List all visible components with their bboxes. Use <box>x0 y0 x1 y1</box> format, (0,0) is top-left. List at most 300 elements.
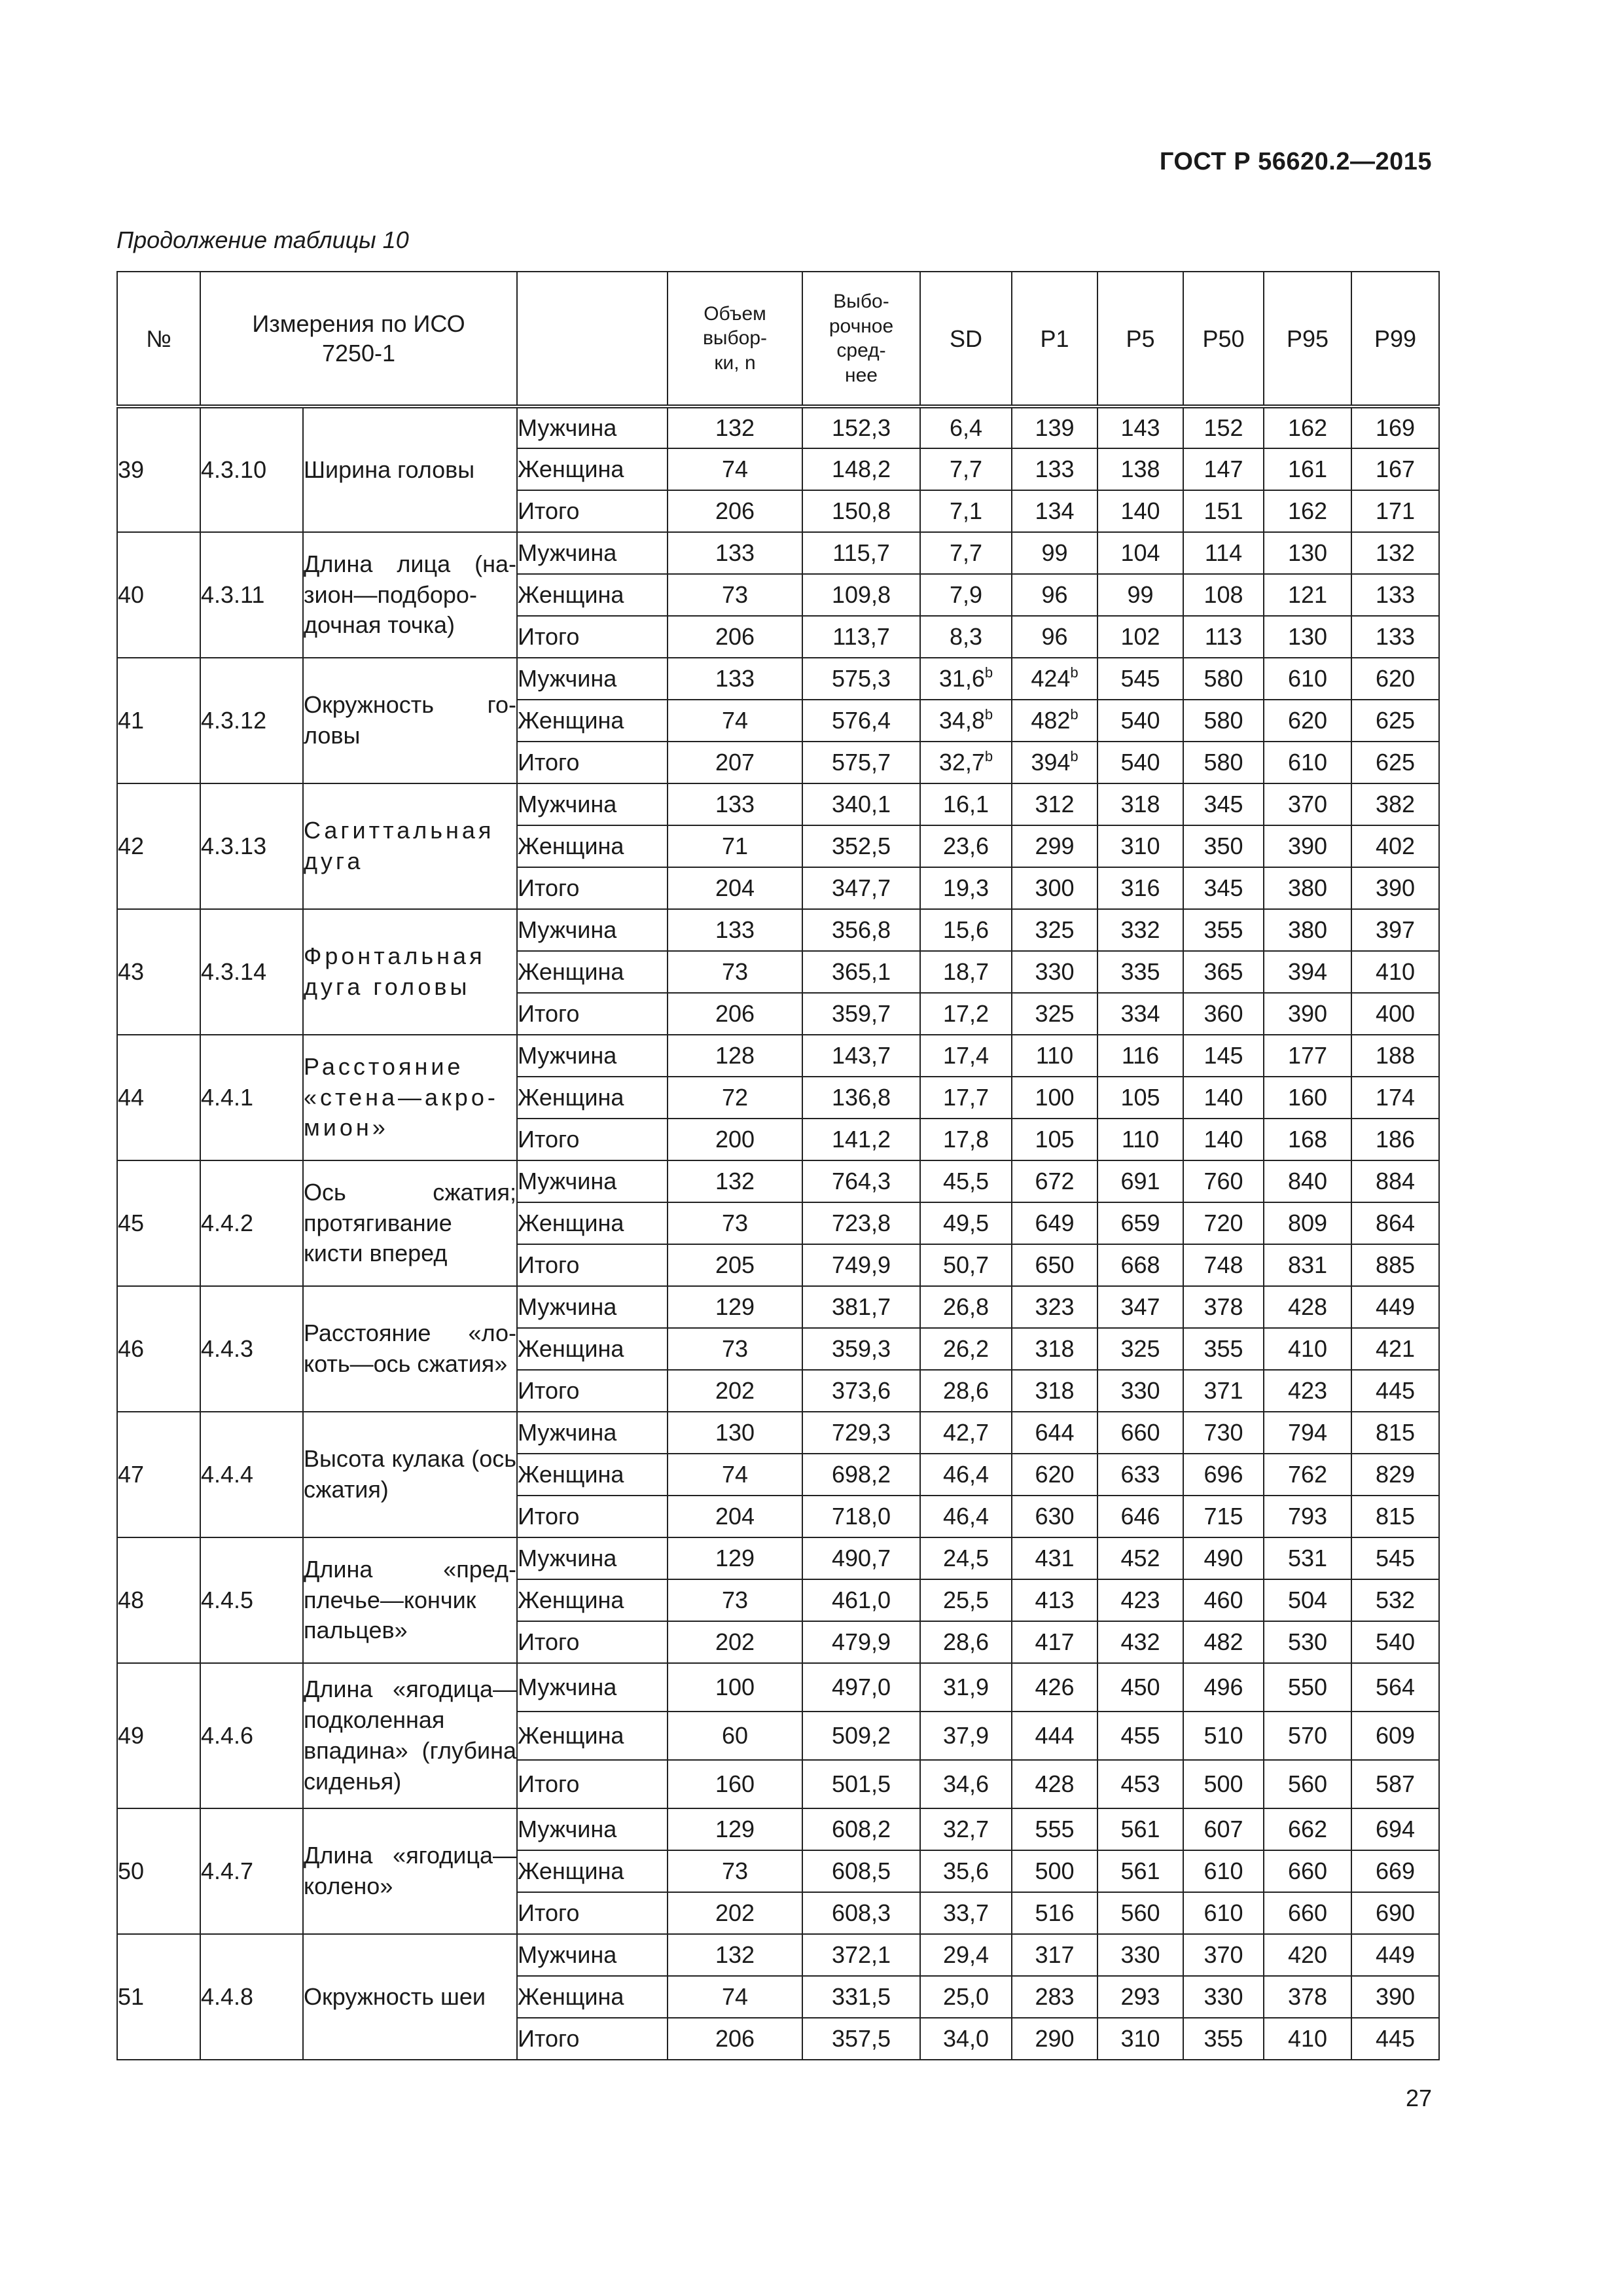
value-n-text: 132 <box>715 414 755 441</box>
value-p5 <box>1097 783 1183 825</box>
value-p99 <box>1351 658 1439 700</box>
value-p1-text: 139 <box>1035 414 1075 441</box>
value-p99-text: 132 <box>1375 539 1416 566</box>
value-p5 <box>1097 700 1183 742</box>
value-p5 <box>1097 951 1183 993</box>
iso-clause: 4.4.7 <box>200 1808 303 1934</box>
value-p50 <box>1183 658 1264 700</box>
value-p1-text: 630 <box>1035 1503 1075 1530</box>
value-n <box>668 1537 802 1579</box>
value-n <box>668 1663 802 1712</box>
table-row <box>117 532 1439 574</box>
col-header-iso-measurement: Измерения по ИСО 7250-1 <box>200 272 517 406</box>
value-sd-text: 7,1 <box>949 497 983 524</box>
value-p50 <box>1183 1537 1264 1579</box>
value-sd <box>920 1850 1012 1892</box>
value-p5-text: 335 <box>1120 958 1160 985</box>
value-p99 <box>1351 616 1439 658</box>
value-p99-text: 449 <box>1375 1293 1416 1320</box>
value-p99-text: 410 <box>1375 958 1416 985</box>
value-sd <box>920 951 1012 993</box>
value-p5-text: 310 <box>1120 2025 1160 2052</box>
value-p50-text: 350 <box>1204 833 1243 859</box>
value-p1 <box>1012 2018 1097 2060</box>
value-p95 <box>1264 1621 1351 1663</box>
value-n <box>668 1454 802 1496</box>
measurement-number: 48 <box>117 1537 200 1663</box>
value-p99 <box>1351 993 1439 1035</box>
value-p95-text: 390 <box>1287 833 1328 859</box>
sex-group: Мужчина <box>517 909 668 951</box>
value-p95 <box>1264 1077 1351 1119</box>
value-p95-text: 570 <box>1287 1722 1328 1749</box>
value-n <box>668 1328 802 1370</box>
value-p99-text: 609 <box>1375 1722 1416 1749</box>
value-p1 <box>1012 993 1097 1035</box>
value-p1-text: 620 <box>1035 1461 1075 1488</box>
value-sd-text: 32,7 <box>942 1816 990 1842</box>
value-n <box>668 658 802 700</box>
table-row <box>117 1537 1439 1579</box>
value-mean-text: 150,8 <box>831 497 891 524</box>
value-p50 <box>1183 1286 1264 1328</box>
value-p5 <box>1097 1160 1183 1202</box>
value-p1 <box>1012 448 1097 490</box>
value-sd-text: 8,3 <box>949 623 983 650</box>
value-p95 <box>1264 1454 1351 1496</box>
value-p95 <box>1264 532 1351 574</box>
value-p95-text: 794 <box>1287 1419 1328 1446</box>
value-p99-text: 421 <box>1375 1335 1416 1362</box>
value-p99 <box>1351 1077 1439 1119</box>
value-p95-text: 662 <box>1287 1816 1328 1842</box>
value-p95-text: 420 <box>1287 1941 1328 1968</box>
value-p50 <box>1183 783 1264 825</box>
value-p50 <box>1183 1328 1264 1370</box>
value-mean <box>802 825 920 867</box>
value-p50-text: 610 <box>1204 1857 1243 1884</box>
measurement-name: Длина лица (назион—подбородочная точка) <box>303 532 517 658</box>
value-p50 <box>1183 909 1264 951</box>
value-p5-text: 668 <box>1120 1251 1160 1278</box>
value-p50 <box>1183 1663 1264 1712</box>
value-sd-text: 45,5 <box>942 1168 990 1194</box>
table-caption: Продолжение таблицы 10 <box>116 226 409 253</box>
sex-group: Итого <box>517 742 668 783</box>
value-p1 <box>1012 867 1097 909</box>
value-p50-text: 147 <box>1204 456 1243 482</box>
value-p5 <box>1097 1286 1183 1328</box>
value-p1 <box>1012 700 1097 742</box>
value-p5-text: 330 <box>1120 1941 1160 1968</box>
value-n-text: 129 <box>715 1293 755 1320</box>
value-p50-text: 371 <box>1204 1377 1243 1404</box>
measurement-name: Сагиттальная дуга <box>303 783 517 909</box>
value-p5-text: 545 <box>1120 665 1160 692</box>
value-p99-text: 620 <box>1375 665 1416 692</box>
value-sd-text: 16,1 <box>942 791 990 817</box>
value-mean <box>802 1892 920 1934</box>
measurement-name: Расстояние «локоть—ось сжатия» <box>303 1286 517 1412</box>
value-n <box>668 1286 802 1328</box>
value-n <box>668 1119 802 1160</box>
value-p50-text: 355 <box>1204 1335 1243 1362</box>
value-p5-text: 99 <box>1127 581 1154 608</box>
value-p99-text: 829 <box>1375 1461 1416 1488</box>
value-p1 <box>1012 1976 1097 2018</box>
value-p1 <box>1012 574 1097 616</box>
value-p99 <box>1351 1712 1439 1760</box>
value-n <box>668 448 802 490</box>
measurement-number: 40 <box>117 532 200 658</box>
value-sd-text: 19,3 <box>942 874 990 901</box>
value-p5-text: 452 <box>1120 1545 1160 1571</box>
value-sd-text: 7,7 <box>949 456 983 482</box>
value-p5 <box>1097 1035 1183 1077</box>
value-p99 <box>1351 909 1439 951</box>
value-p1-text: 312 <box>1035 791 1075 817</box>
value-p99 <box>1351 448 1439 490</box>
sex-group: Итого <box>517 1760 668 1808</box>
value-p50-text: 510 <box>1204 1722 1243 1749</box>
value-p95-text: 168 <box>1287 1126 1328 1153</box>
value-n <box>668 993 802 1035</box>
value-n <box>668 1202 802 1244</box>
value-p5 <box>1097 1119 1183 1160</box>
value-p5-text: 316 <box>1120 874 1160 901</box>
value-p5 <box>1097 825 1183 867</box>
measurement-name: Расстояние «стена—акромион» <box>303 1035 517 1160</box>
table-body <box>117 406 1439 2060</box>
value-n-text: 74 <box>721 456 749 482</box>
sex-group: Женщина <box>517 574 668 616</box>
value-p5-text: 561 <box>1120 1816 1160 1842</box>
value-mean <box>802 658 920 700</box>
value-p99-text: 169 <box>1375 414 1416 441</box>
value-p5 <box>1097 867 1183 909</box>
value-sd-text: 26,8 <box>942 1293 990 1320</box>
value-p95-text: 660 <box>1287 1899 1328 1926</box>
value-mean-text: 152,3 <box>831 414 891 441</box>
value-p99-text: 133 <box>1375 581 1416 608</box>
value-p95 <box>1264 993 1351 1035</box>
col-header-p5: P5 <box>1097 272 1183 406</box>
value-sd-text: 35,6 <box>942 1857 990 1884</box>
value-n-text: 60 <box>721 1722 749 1749</box>
value-n-text: 73 <box>721 1857 749 1884</box>
value-n <box>668 574 802 616</box>
value-sd-text: 17,4 <box>942 1042 990 1069</box>
value-p1-text: 431 <box>1035 1545 1075 1571</box>
value-p1-text: 283 <box>1035 1983 1075 2010</box>
value-p95-text: 840 <box>1287 1168 1328 1194</box>
value-p99-text: 864 <box>1375 1210 1416 1236</box>
table-row <box>117 783 1439 825</box>
value-p1 <box>1012 1808 1097 1850</box>
value-p50 <box>1183 1934 1264 1976</box>
sex-group: Женщина <box>517 1850 668 1892</box>
value-p99-text: 188 <box>1375 1042 1416 1069</box>
value-p95 <box>1264 616 1351 658</box>
value-p95 <box>1264 1286 1351 1328</box>
value-p50-text: 145 <box>1204 1042 1243 1069</box>
value-mean <box>802 532 920 574</box>
value-p95 <box>1264 1712 1351 1760</box>
value-n-text: 160 <box>715 1770 755 1797</box>
value-mean-text: 479,9 <box>831 1628 891 1655</box>
value-sd <box>920 1537 1012 1579</box>
value-p99-text: 167 <box>1375 456 1416 482</box>
table-row <box>117 1286 1439 1328</box>
value-sd <box>920 1621 1012 1663</box>
value-n <box>668 1496 802 1537</box>
value-p50 <box>1183 1712 1264 1760</box>
iso-clause: 4.3.10 <box>200 406 303 532</box>
value-p99 <box>1351 1663 1439 1712</box>
value-p1 <box>1012 406 1097 448</box>
value-mean <box>802 1286 920 1328</box>
value-sd <box>920 1496 1012 1537</box>
value-p1 <box>1012 1077 1097 1119</box>
value-n-text: 73 <box>721 581 749 608</box>
value-n-text: 74 <box>721 707 749 734</box>
value-n <box>668 1621 802 1663</box>
value-p99 <box>1351 825 1439 867</box>
value-p50-text: 108 <box>1204 581 1243 608</box>
value-p99-text: 545 <box>1375 1545 1416 1571</box>
value-p5 <box>1097 1760 1183 1808</box>
document-code: ГОСТ Р 56620.2—2015 <box>1159 148 1432 175</box>
value-p50-text: 360 <box>1204 1000 1243 1027</box>
value-p95-text: 380 <box>1287 916 1328 943</box>
value-p99-text: 400 <box>1375 1000 1416 1027</box>
value-p95-text: 390 <box>1287 1000 1328 1027</box>
value-p99-text: 445 <box>1375 2025 1416 2052</box>
value-p95 <box>1264 574 1351 616</box>
sex-group: Женщина <box>517 1712 668 1760</box>
value-sd <box>920 574 1012 616</box>
value-mean <box>802 406 920 448</box>
value-p95 <box>1264 1370 1351 1412</box>
value-p1-text: 300 <box>1035 874 1075 901</box>
value-p99-text: 690 <box>1375 1899 1416 1926</box>
value-p1 <box>1012 1454 1097 1496</box>
value-p5-text: 116 <box>1121 1042 1160 1069</box>
value-sd-text: 33,7 <box>942 1899 990 1926</box>
value-p5-text: 102 <box>1120 623 1160 650</box>
value-p5 <box>1097 1892 1183 1934</box>
value-p5-text: 310 <box>1120 833 1160 859</box>
value-p99 <box>1351 1537 1439 1579</box>
value-sd <box>920 1712 1012 1760</box>
value-p95-text: 423 <box>1287 1377 1328 1404</box>
value-p5-text: 660 <box>1120 1419 1160 1446</box>
value-p1-text: 325 <box>1035 916 1075 943</box>
value-p95 <box>1264 1328 1351 1370</box>
value-p99-text: 445 <box>1375 1377 1416 1404</box>
value-p95-text: 160 <box>1287 1084 1328 1111</box>
value-p95-text: 550 <box>1287 1674 1328 1700</box>
value-n-text: 72 <box>721 1084 749 1111</box>
table-row <box>117 658 1439 700</box>
value-mean-text: 576,4 <box>831 707 891 734</box>
value-sd-text: 42,7 <box>942 1419 990 1446</box>
value-p50-text: 378 <box>1204 1293 1243 1320</box>
value-sd <box>920 448 1012 490</box>
sex-group: Мужчина <box>517 1808 668 1850</box>
sex-group: Итого <box>517 1244 668 1286</box>
value-p99-text: 174 <box>1375 1084 1416 1111</box>
value-p1-text: 325 <box>1035 1000 1075 1027</box>
value-mean-text: 365,1 <box>831 958 891 985</box>
value-p50-text: 460 <box>1204 1587 1243 1613</box>
value-p1 <box>1012 1663 1097 1712</box>
value-p95-text: 410 <box>1287 2025 1328 2052</box>
value-n-text: 74 <box>721 1461 749 1488</box>
value-p1 <box>1012 658 1097 700</box>
value-p95 <box>1264 1808 1351 1850</box>
value-p50-text: 152 <box>1204 414 1243 441</box>
value-sd-text: 6,4 <box>949 414 983 441</box>
value-p50-text: 482 <box>1204 1628 1243 1655</box>
value-p1-text: 323 <box>1035 1293 1075 1320</box>
value-p99 <box>1351 1496 1439 1537</box>
value-mean <box>802 490 920 532</box>
value-mean-text: 373,6 <box>831 1377 891 1404</box>
value-p1 <box>1012 1202 1097 1244</box>
value-n <box>668 951 802 993</box>
value-sd-text: 28,6 <box>942 1377 990 1404</box>
value-p99 <box>1351 1579 1439 1621</box>
value-p5-text: 455 <box>1120 1722 1160 1749</box>
value-p50-text: 580 <box>1204 665 1243 692</box>
value-p95-text: 162 <box>1287 414 1328 441</box>
value-n-text: 74 <box>721 1983 749 2010</box>
value-p50-text: 607 <box>1204 1816 1243 1842</box>
value-p99-text: 532 <box>1375 1587 1416 1613</box>
value-p50-text: 490 <box>1204 1545 1243 1571</box>
value-p50 <box>1183 1119 1264 1160</box>
value-mean <box>802 1202 920 1244</box>
value-p5 <box>1097 1077 1183 1119</box>
value-p5 <box>1097 993 1183 1035</box>
table-row <box>117 1160 1439 1202</box>
value-p50-text: 140 <box>1204 1084 1243 1111</box>
value-n-text: 73 <box>721 1587 749 1613</box>
value-mean-text: 461,0 <box>831 1587 891 1613</box>
value-n-text: 205 <box>715 1251 755 1278</box>
value-sd <box>920 700 1012 742</box>
value-n-text: 202 <box>715 1899 755 1926</box>
value-mean <box>802 909 920 951</box>
value-n <box>668 1035 802 1077</box>
value-mean-text: 497,0 <box>831 1674 891 1700</box>
value-sd <box>920 1976 1012 2018</box>
value-p50 <box>1183 406 1264 448</box>
value-p95-text: 620 <box>1287 707 1328 734</box>
value-p95-text: 793 <box>1287 1503 1328 1530</box>
value-p95 <box>1264 1850 1351 1892</box>
col-header-p50: P50 <box>1183 272 1264 406</box>
value-n <box>668 2018 802 2060</box>
value-n <box>668 700 802 742</box>
value-mean <box>802 1808 920 1850</box>
sex-group: Итого <box>517 993 668 1035</box>
value-mean-text: 115,7 <box>832 539 890 566</box>
table-row <box>117 1663 1439 1712</box>
measurement-name: Длина «предплечье—кончик пальцев» <box>303 1537 517 1663</box>
value-mean <box>802 1663 920 1712</box>
value-p95 <box>1264 1579 1351 1621</box>
value-p99-text: 390 <box>1375 1983 1416 2010</box>
value-n-text: 206 <box>715 2025 755 2052</box>
value-mean <box>802 1454 920 1496</box>
value-p50 <box>1183 1850 1264 1892</box>
value-p5-text: 318 <box>1120 791 1160 817</box>
value-p50-text: 730 <box>1204 1419 1243 1446</box>
value-mean <box>802 1850 920 1892</box>
measurement-name: Окружность головы <box>303 658 517 783</box>
value-p99-text: 625 <box>1375 707 1416 734</box>
value-mean-text: 723,8 <box>831 1210 891 1236</box>
value-p5-text: 332 <box>1120 916 1160 943</box>
value-mean <box>802 1077 920 1119</box>
value-p99-text: 669 <box>1375 1857 1416 1884</box>
value-n <box>668 1712 802 1760</box>
footnote-marker: b <box>1070 664 1079 681</box>
sex-group: Итого <box>517 1621 668 1663</box>
value-p50 <box>1183 532 1264 574</box>
value-sd-text: 46,4 <box>942 1503 990 1530</box>
value-p95-text: 130 <box>1287 623 1328 650</box>
value-p99 <box>1351 1035 1439 1077</box>
value-p99 <box>1351 1934 1439 1976</box>
value-p1 <box>1012 532 1097 574</box>
value-p5 <box>1097 1454 1183 1496</box>
value-p1-text: 318 <box>1035 1335 1075 1362</box>
value-n <box>668 1579 802 1621</box>
value-p1 <box>1012 1579 1097 1621</box>
value-p95-text: 177 <box>1287 1042 1328 1069</box>
col-header-num: № <box>117 272 200 406</box>
value-p50-text: 355 <box>1204 916 1243 943</box>
value-p50 <box>1183 825 1264 867</box>
value-mean <box>802 1119 920 1160</box>
sex-group: Мужчина <box>517 1286 668 1328</box>
value-p95-text: 130 <box>1287 539 1328 566</box>
value-p5-text: 633 <box>1120 1461 1160 1488</box>
value-sd-text: 17,8 <box>942 1126 990 1153</box>
value-sd-text: 18,7 <box>942 958 990 985</box>
sex-group: Итого <box>517 616 668 658</box>
value-p99-text: 564 <box>1375 1674 1416 1700</box>
table-row <box>117 1808 1439 1850</box>
value-n <box>668 532 802 574</box>
value-p50-text: 140 <box>1204 1126 1243 1153</box>
table-row <box>117 909 1439 951</box>
value-mean-text: 113,7 <box>832 623 890 650</box>
value-p5-text: 659 <box>1120 1210 1160 1236</box>
measurement-name: Фронтальная дуга головы <box>303 909 517 1035</box>
value-p1 <box>1012 1244 1097 1286</box>
value-p95-text: 121 <box>1287 581 1328 608</box>
value-p95-text: 161 <box>1287 456 1328 482</box>
value-p1-text: 317 <box>1035 1941 1075 1968</box>
value-p1-text: 428 <box>1035 1770 1075 1797</box>
value-p1-text: 99 <box>1041 539 1068 566</box>
value-sd-text: 37,9 <box>942 1722 990 1749</box>
value-mean <box>802 1579 920 1621</box>
